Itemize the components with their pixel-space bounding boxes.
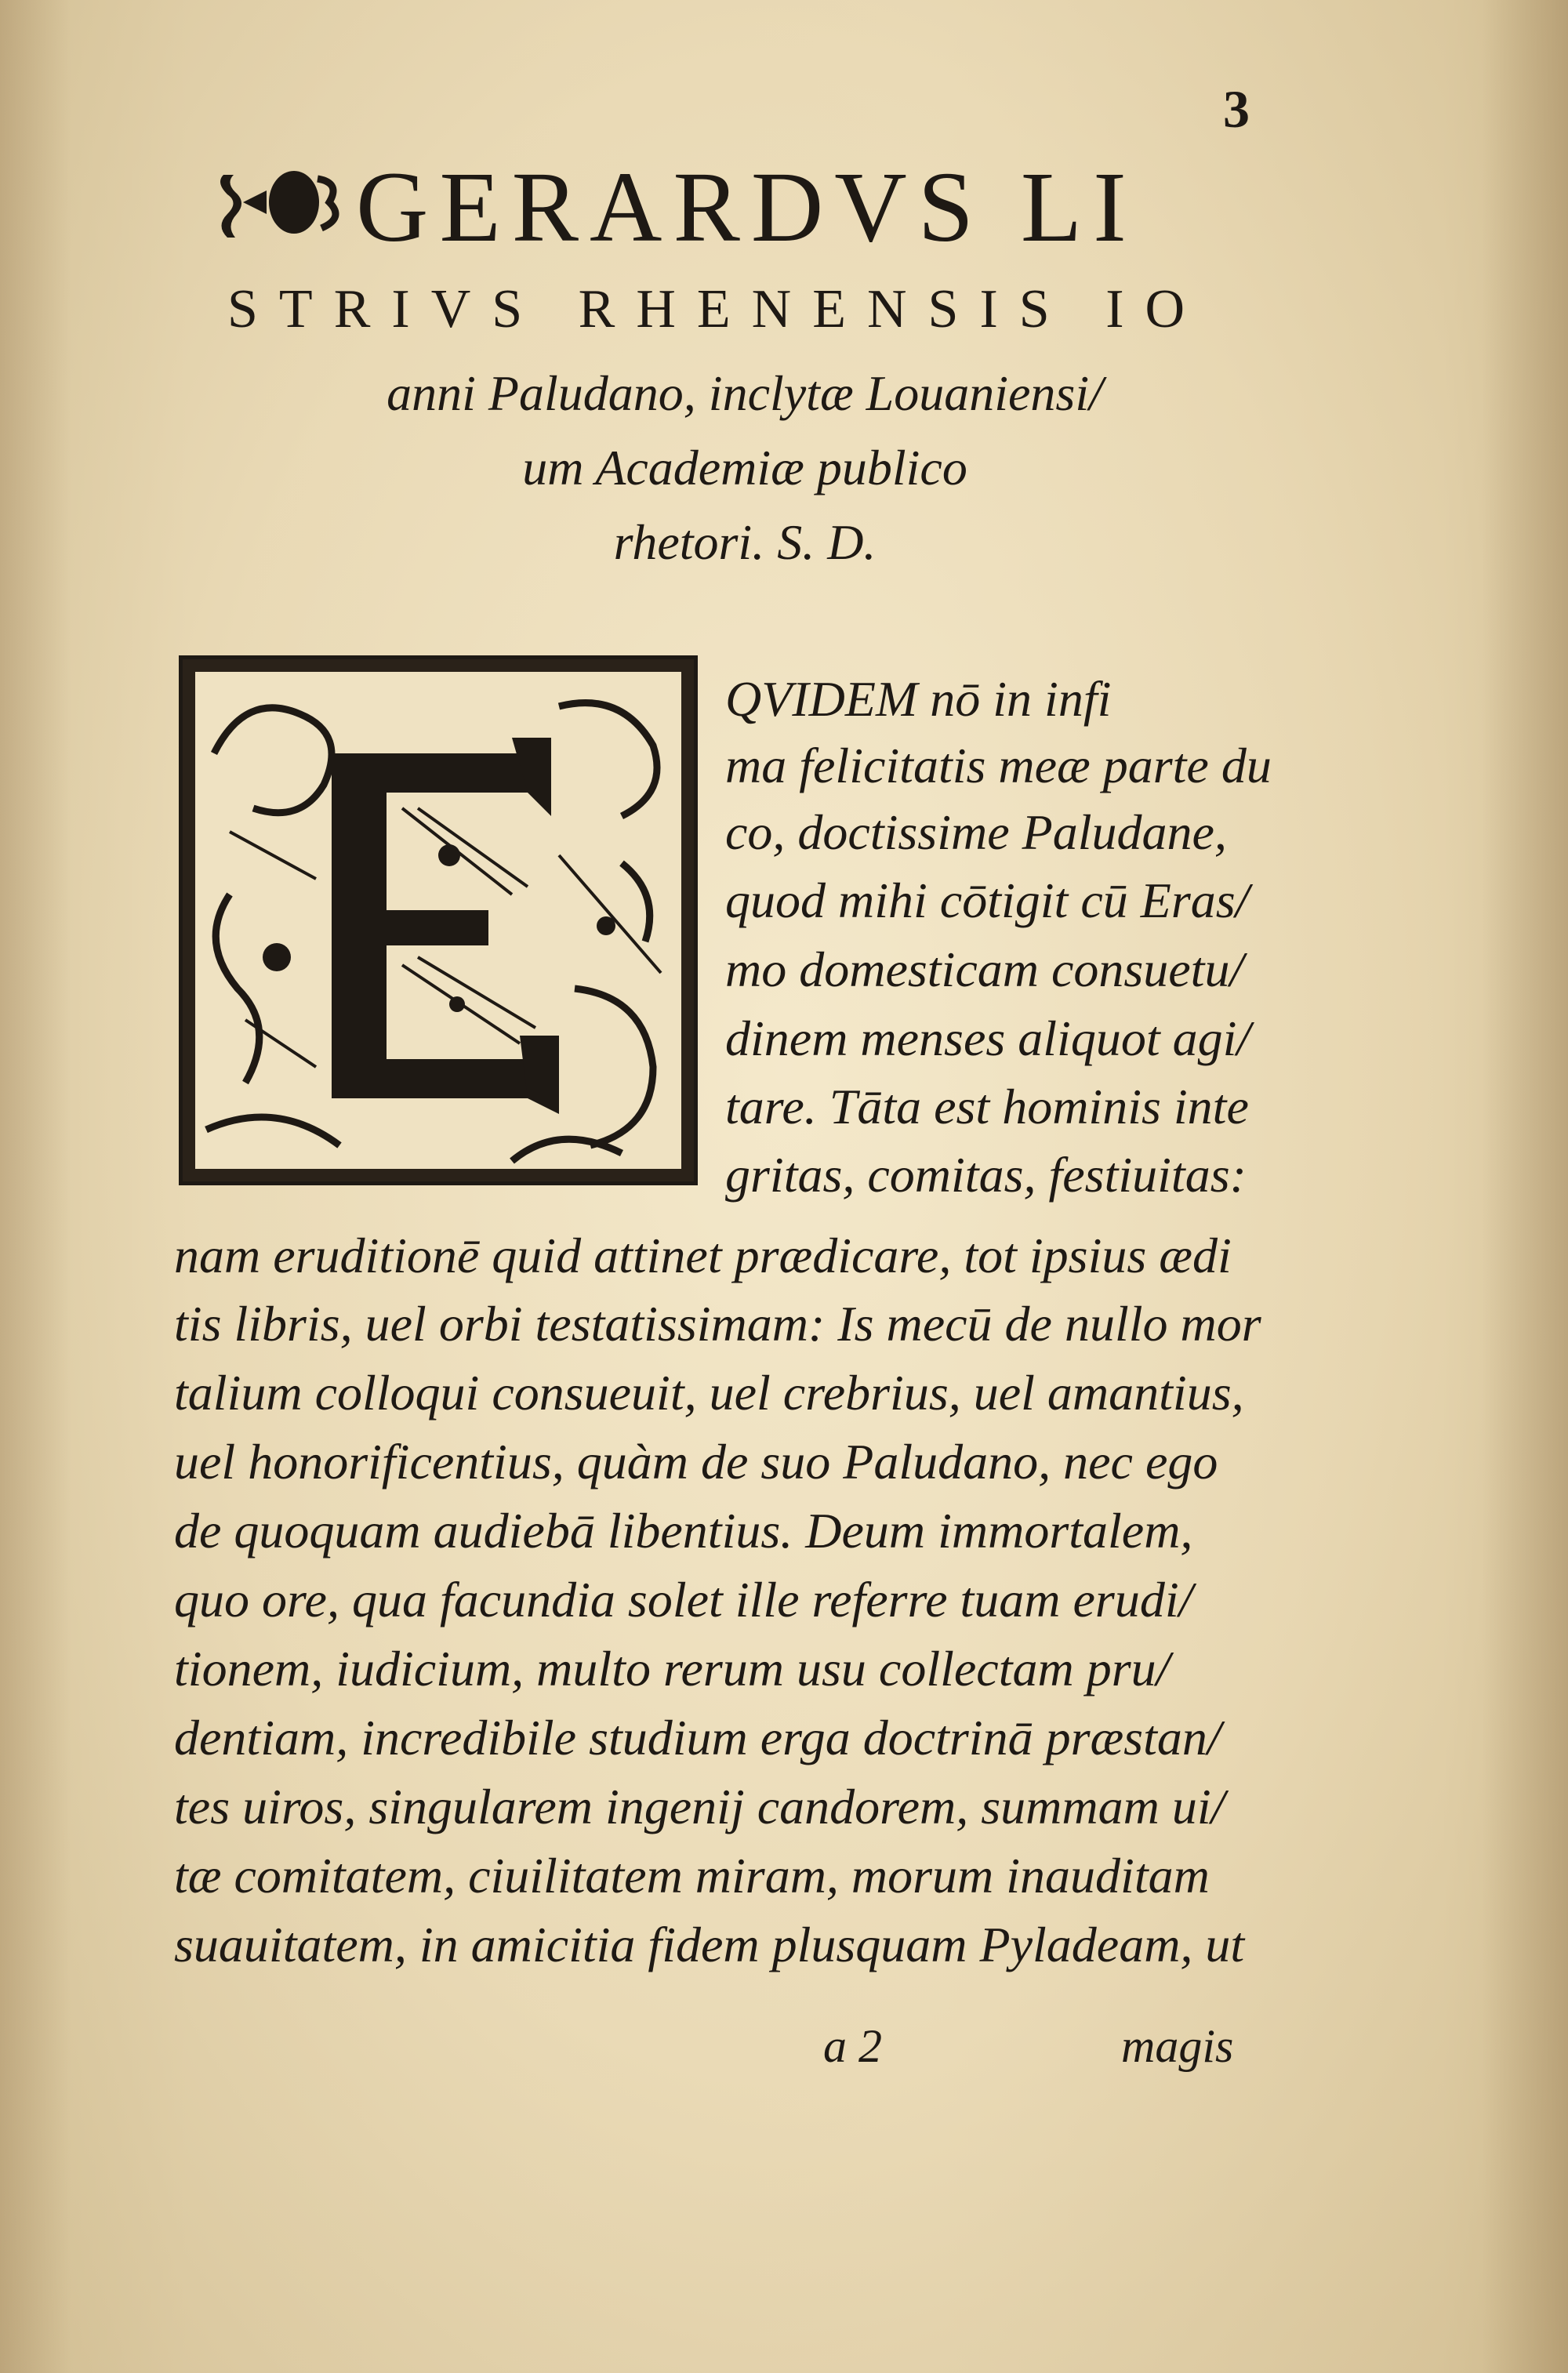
text-line: nam eruditionē quid attinet prædicare, tot ipsius ædi [174,1228,1232,1283]
text-line: quo ore, qua facundia solet ille referre tuam erudi/ [174,1572,1193,1627]
heading-title: GERARDVS LI [356,151,1138,263]
text-line: tes uiros, singularem ingenij candorem, summam ui/ [174,1779,1225,1834]
heading-line-1 [212,151,1294,263]
text-line: de quoquam audiebā libentius. Deum immortalem, [174,1503,1193,1558]
text-line: tare. Tāta est hominis inte [725,1079,1249,1134]
text-line: gritas, comitas, festiuitas: [725,1147,1247,1203]
text-line: talium colloqui consueuit, uel crebrius, uel amantius, [174,1365,1244,1421]
decorated-initial [179,655,698,1185]
text-line: QVIDEM nō in infi [725,671,1112,727]
text-line: mo domesticam consuetu/ [725,942,1244,997]
catchword: magis [1121,2020,1234,2072]
signature-mark: a 2 [823,2020,882,2072]
woodcut-initial-E-icon [183,659,694,1181]
fleuron-icon [212,159,353,245]
page-number: 3 [1223,79,1250,139]
text-line: quod mihi cōtigit cū Eras/ [725,873,1250,928]
text-line: dinem menses aliquot agi/ [725,1011,1251,1066]
text-line: uel honorificentius, quàm de suo Paludano, nec ego [174,1434,1218,1489]
heading-line-5: rhetori. S. D. [613,514,877,570]
text-line: ma felicitatis meæ parte du [725,738,1272,793]
page-shadow-left [0,0,71,2373]
text-line: tis libris, uel orbi testatissimam: Is mecū de nullo mor [174,1296,1261,1352]
text-line: tionem, iudicium, multo rerum usu collectam pru/ [174,1641,1171,1696]
text-line: suauitatem, in amicitia fidem plusquam Pyladeam, ut [174,1917,1245,1972]
page-shadow-right [1482,0,1568,2373]
text-line: tæ comitatem, ciuilitatem miram, morum inauditam [174,1848,1210,1903]
heading-line-4: um Academiæ publico [522,440,967,495]
text-line: dentiam, incredibile studium erga doctrinā præstan/ [174,1710,1221,1765]
heading-line-3: anni Paludano, inclytæ Louaniensi/ [387,365,1103,421]
heading-line-2: STRIVS RHENENSIS IO [227,279,1207,339]
text-line: co, doctissime Paludane, [725,804,1227,860]
